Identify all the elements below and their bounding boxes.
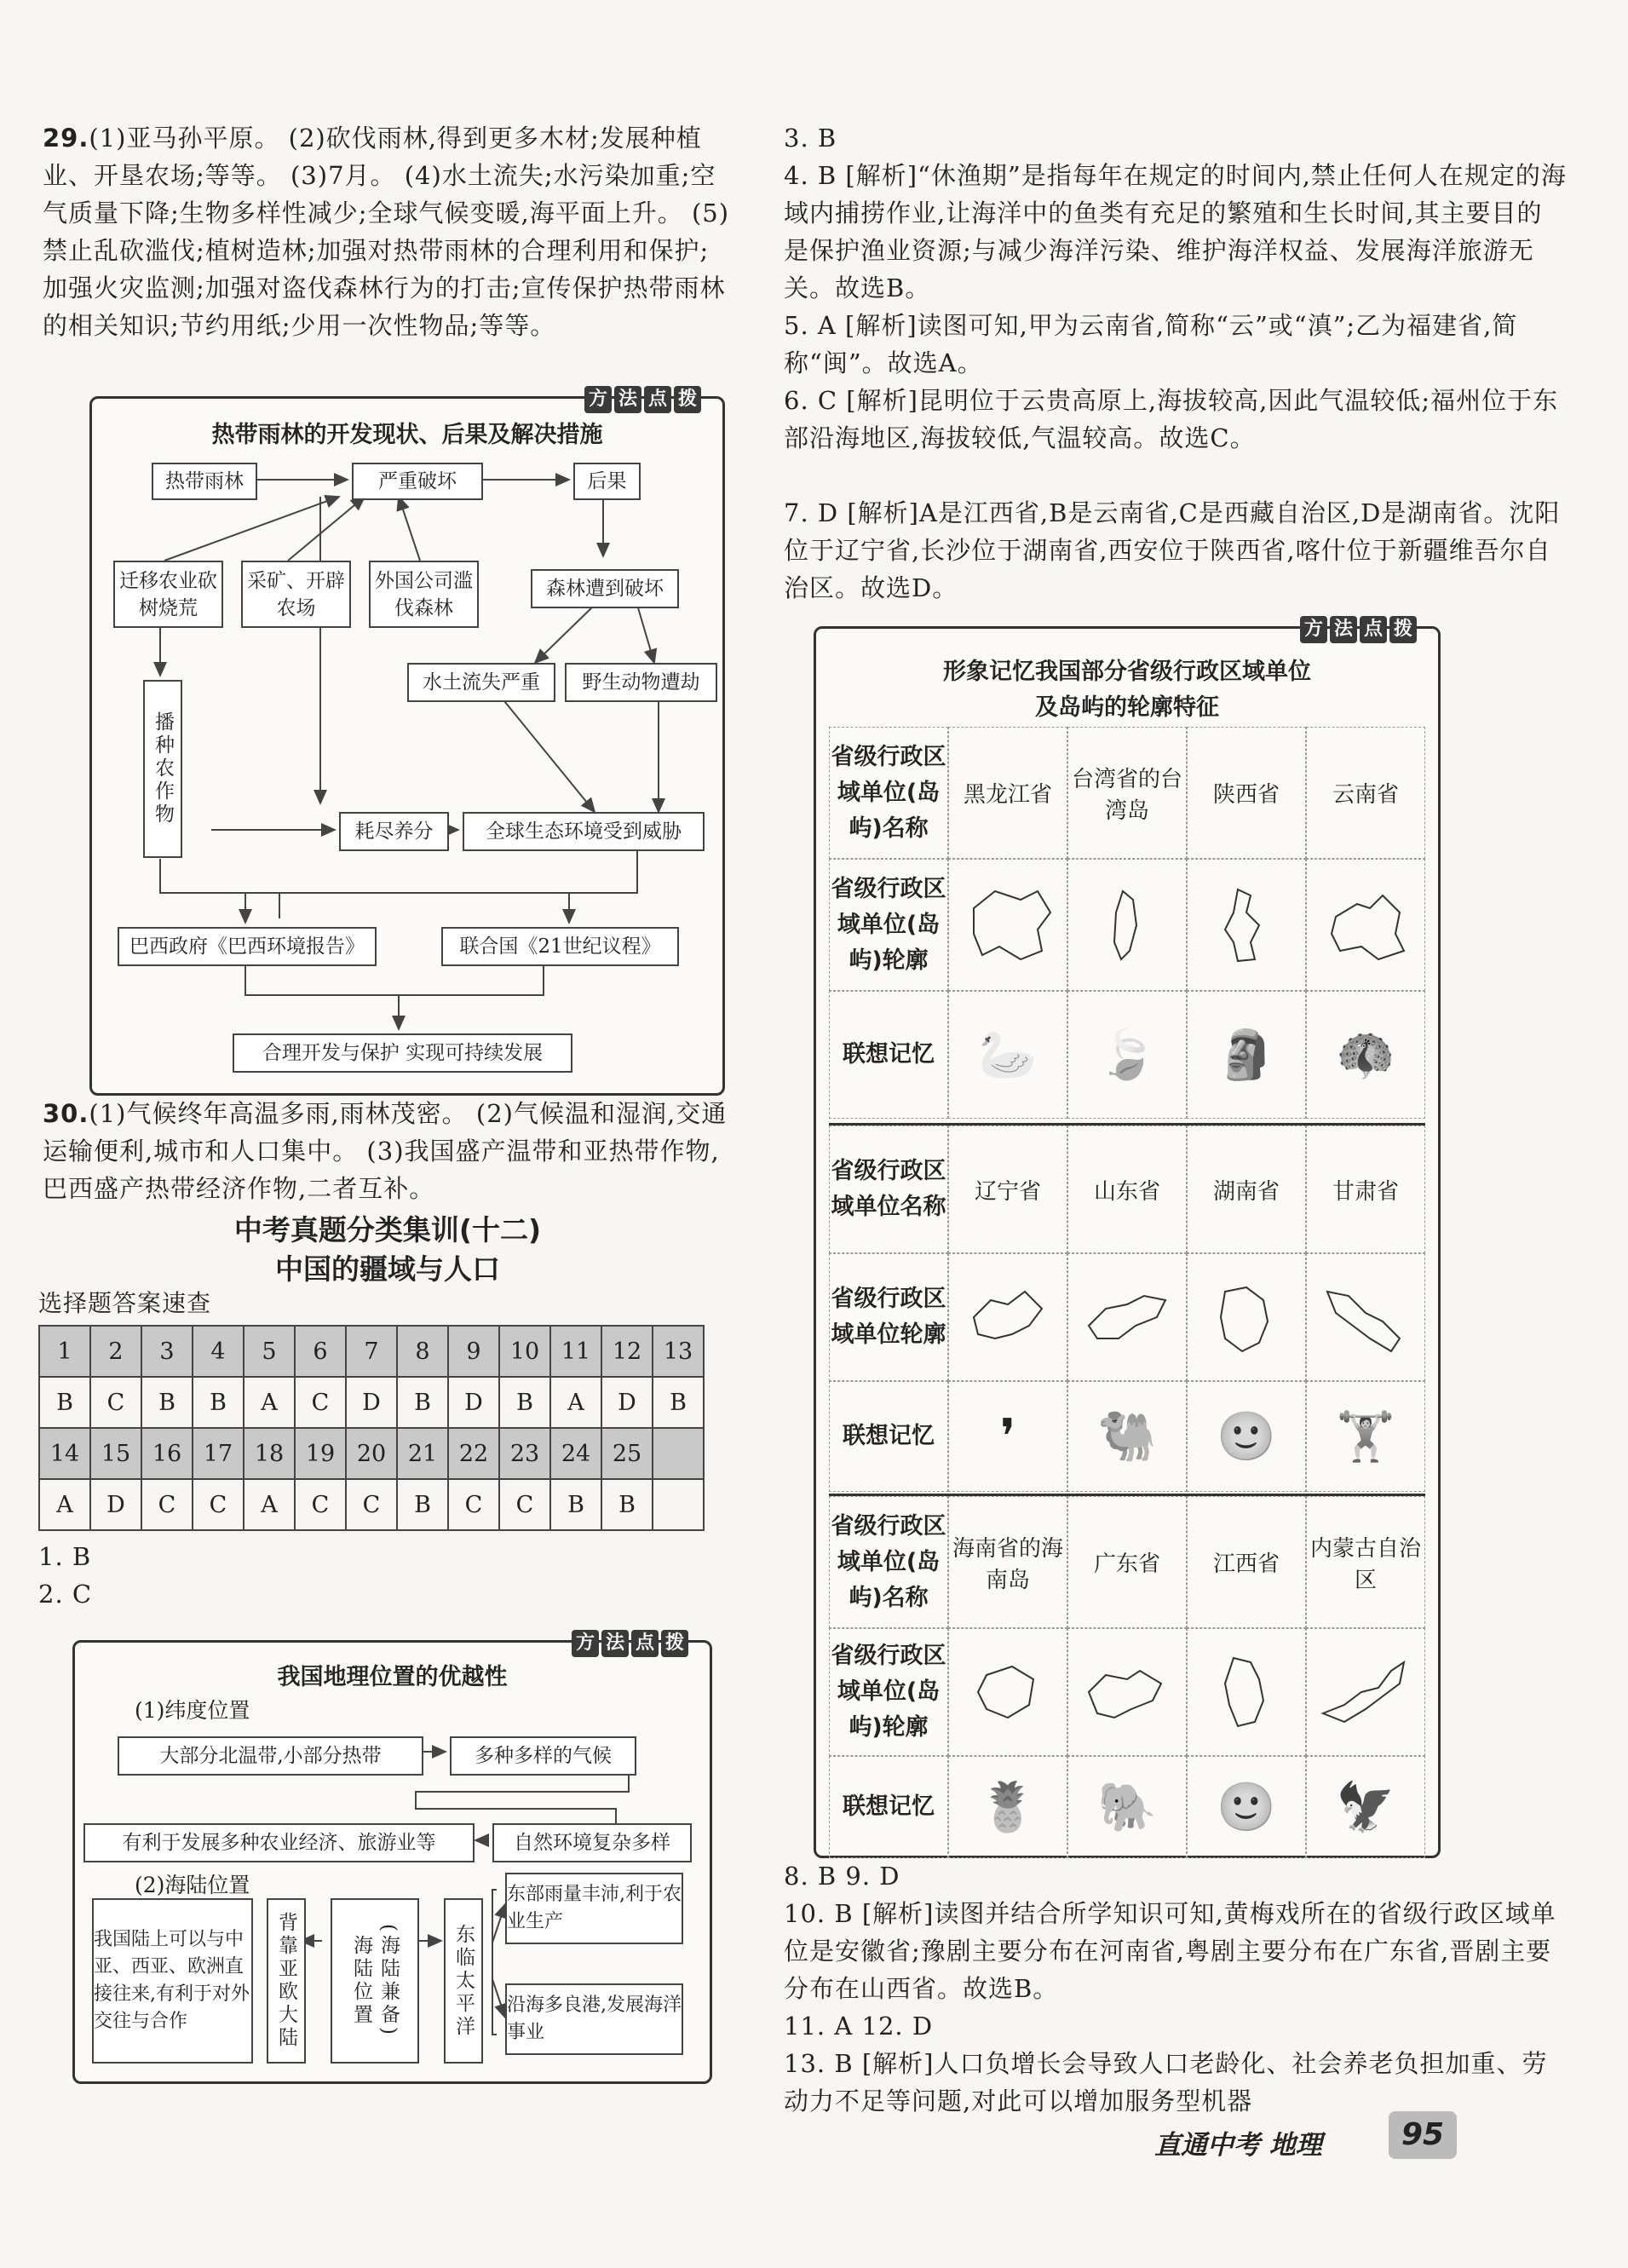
- answer-2: 2. C: [38, 1580, 93, 1609]
- answer-cell: 17: [193, 1428, 244, 1479]
- node-wildlife-loss: 野生动物遭劫: [565, 663, 717, 702]
- question-29-answer: (1)亚马孙平原。 (2)砍伐雨林,得到更多木材;发展种植业、开垦农场;等等。 (3)7月。 (4)水土流失;水污染加重;空气质量下降;生物多样性减少;全球气候变暖,海平面上升。 (5)禁止乱砍滥伐;植树造林;加强对热带雨林的合理利用和保护;加强火灾监测;加强对盗伐森林行为的打击;宣传保护热带雨林的相关知识;节约用纸;少用一次性物品;等等。: [43, 124, 730, 340]
- province-outline-icon: [1187, 1628, 1306, 1756]
- method-box-provinces: [814, 619, 1441, 1858]
- answer-cell: 25: [601, 1428, 653, 1479]
- node-complex-environment: 自然环境复杂多样: [492, 1823, 692, 1862]
- section-subtitle: 中国的疆域与人口: [275, 1252, 500, 1286]
- answer-cell: D: [90, 1479, 141, 1530]
- province-grid-1: [829, 727, 1425, 1119]
- province-outline-icon: [1067, 1253, 1187, 1381]
- memory-picture-icon: 🐘: [1067, 1756, 1187, 1858]
- answer-1: 1. B: [38, 1542, 92, 1571]
- location-box-title: 我国地理位置的优越性: [277, 1664, 508, 1690]
- province-outline-icon: [1187, 859, 1306, 991]
- answer-cell: C: [346, 1479, 397, 1530]
- answer-cell: 8: [397, 1326, 448, 1377]
- section-title: 中考真题分类集训(十二): [233, 1213, 542, 1246]
- province-name: 内蒙古自治区: [1306, 1496, 1425, 1628]
- node-brazil-report: 巴西政府《巴西环境报告》: [118, 927, 377, 966]
- province-outline-icon: [1187, 1253, 1306, 1381]
- answer-cell: 22: [448, 1428, 499, 1479]
- answer-cell: 14: [39, 1428, 90, 1479]
- memory-picture-icon: ❜: [948, 1381, 1067, 1492]
- answer-cell: 3: [141, 1326, 193, 1377]
- node-sea-land-position: [331, 1898, 419, 2064]
- answer-cell: A: [244, 1377, 295, 1428]
- header-name-cell: 省级行政区域单位(岛屿)名称: [829, 1496, 948, 1628]
- answer-cell: 13: [653, 1326, 704, 1377]
- province-outline-icon: [1067, 859, 1187, 991]
- latitude-heading: (1)纬度位置: [135, 1698, 250, 1723]
- answer-row-values-1: [39, 1377, 704, 1428]
- province-name: 山东省: [1067, 1125, 1187, 1253]
- province-name: 江西省: [1187, 1496, 1306, 1628]
- answer-cell: 6: [295, 1326, 346, 1377]
- answer-cell: 1: [39, 1326, 90, 1377]
- header-memory-cell: 联想记忆: [829, 1381, 948, 1492]
- answer-cell: B: [397, 1377, 448, 1428]
- memory-picture-icon: 🍍: [948, 1756, 1067, 1858]
- question-30-answer: (1)气候终年高温多雨,雨林茂密。 (2)气候温和湿润,交通运输便利,城市和人口集中。 (3)我国盛产温带和亚热带作物,巴西盛产热带经济作物,二者互补。: [43, 1099, 728, 1203]
- method-box-location: [72, 1632, 712, 2084]
- province-outline-icon: [1306, 1628, 1425, 1756]
- node-rainforest: 热带雨林: [152, 463, 257, 500]
- memory-picture-icon: 🦢: [948, 991, 1067, 1119]
- answer-cell: B: [141, 1377, 193, 1428]
- memory-picture-icon: 🐫: [1067, 1381, 1187, 1492]
- node-rainfall: 东部雨量丰沛,利于农业生产: [505, 1873, 683, 1944]
- node-temperate-zone: 大部分北温带,小部分热带: [118, 1736, 423, 1776]
- answer-7: 7. D [解析]A是江西省,B是云南省,C是西藏自治区,D是湖南省。沈阳位于辽宁省,长沙位于湖南省,西安位于陕西省,喀什位于新疆维吾尔自治区。故选D。: [784, 498, 1561, 602]
- header-name-cell: 省级行政区域单位名称: [829, 1125, 948, 1253]
- province-grid-2: [829, 1123, 1425, 1492]
- province-outline-icon: [948, 1253, 1067, 1381]
- answer-cell: 19: [295, 1428, 346, 1479]
- node-foreign-logging: 外国公司滥伐森林: [369, 561, 479, 628]
- question-30: [43, 1095, 733, 1207]
- answer-cell: C: [499, 1479, 550, 1530]
- node-back-eurasia: 背靠亚欧大陆: [267, 1898, 306, 2064]
- answer-cell: B: [39, 1377, 90, 1428]
- province-outline-icon: [1067, 1628, 1187, 1756]
- province-name: 甘肃省: [1306, 1125, 1425, 1253]
- page-number: 95: [1389, 2111, 1457, 2159]
- method-badge: 方 法 点 拨: [584, 386, 701, 413]
- answer-cell: D: [601, 1377, 653, 1428]
- node-agenda-21: 联合国《21世纪议程》: [441, 927, 679, 966]
- province-name: 云南省: [1306, 727, 1425, 859]
- question-29: [43, 119, 733, 344]
- question-29-number: 29.: [43, 124, 89, 153]
- question-30-number: 30.: [43, 1099, 89, 1128]
- answer-11-12: 11. A 12. D: [784, 2012, 934, 2041]
- header-name-cell: 省级行政区域单位(岛屿)名称: [829, 727, 948, 859]
- answer-cell: C: [193, 1479, 244, 1530]
- answer-cell: 9: [448, 1326, 499, 1377]
- answer-10: 10. B [解析]读图并结合所学知识可知,黄梅戏所在的省级行政区域单位是安徽省;豫剧主要分布在河南省,粤剧主要分布在广东省,晋剧主要分布在山西省。故选B。: [784, 1899, 1556, 2003]
- answer-5: 5. A [解析]读图可知,甲为云南省,简称“云”或“滇”;乙为福建省,简称“闽”。故选A。: [784, 311, 1518, 377]
- province-name: 海南省的海南岛: [948, 1496, 1067, 1628]
- answer-cell: B: [601, 1479, 653, 1530]
- answer-13: 13. B [解析]人口负增长会导致人口老龄化、社会养老负担加重、劳动力不足等问题,对此可以增加服务型机器: [784, 2049, 1548, 2115]
- provinces-title-1: 形象记忆我国部分省级行政区域单位: [943, 659, 1311, 685]
- answer-cell: 10: [499, 1326, 550, 1377]
- province-name: 广东省: [1067, 1496, 1187, 1628]
- province-name: 台湾省的台湾岛: [1067, 727, 1187, 859]
- node-consequence: 后果: [573, 463, 641, 500]
- answer-row-numbers-1: [39, 1326, 704, 1377]
- method-badge: 方 法 点 拨: [1300, 616, 1417, 643]
- node-land-exchange: 我国陆上可以与中亚、西亚、欧洲直接往来,有利于对外交往与合作: [92, 1898, 253, 2064]
- footer-book-title: 直通中考 地理: [1154, 2130, 1322, 2161]
- answer-table-caption: 选择题答案速查: [38, 1289, 212, 1317]
- answer-3: 3. B: [784, 124, 837, 153]
- node-mining-farming: 采矿、开辟农场: [241, 561, 351, 628]
- method-badge: 方 法 点 拨: [572, 1630, 688, 1657]
- method-box-rainforest: [89, 389, 725, 1096]
- header-memory-cell: 联想记忆: [829, 1756, 948, 1858]
- answer-cell: C: [295, 1479, 346, 1530]
- node-shifting-agriculture: 迁移农业砍树烧荒: [113, 561, 223, 628]
- node-sea-land-note: (海陆兼备): [377, 1924, 400, 2038]
- answer-cell: C: [141, 1479, 193, 1530]
- memory-picture-icon: 🦚: [1306, 991, 1425, 1119]
- answer-cell: 7: [346, 1326, 397, 1377]
- answer-cell: B: [653, 1377, 704, 1428]
- node-forest-destroyed: 森林遭到破坏: [531, 569, 679, 608]
- answer-cell: 21: [397, 1428, 448, 1479]
- memory-picture-icon: 🙂: [1187, 1756, 1306, 1858]
- node-sustainable: 合理开发与保护 实现可持续发展: [233, 1033, 572, 1073]
- node-benefit-agriculture: 有利于发展多种农业经济、旅游业等: [83, 1823, 475, 1862]
- header-shape-cell: 省级行政区域单位(岛屿)轮廓: [829, 859, 948, 991]
- node-soil-erosion: 水土流失严重: [407, 663, 555, 702]
- province-grid-3: [829, 1494, 1425, 1858]
- answer-cell: C: [90, 1377, 141, 1428]
- memory-picture-icon: 🦅: [1306, 1756, 1425, 1858]
- answer-cell: 12: [601, 1326, 653, 1377]
- answer-cell: A: [244, 1479, 295, 1530]
- answer-cell: C: [448, 1479, 499, 1530]
- node-global-threat: 全球生态环境受到威胁: [463, 812, 705, 851]
- answer-cell: [653, 1428, 704, 1479]
- memory-picture-icon: 🏋: [1306, 1381, 1425, 1492]
- answer-cell: 18: [244, 1428, 295, 1479]
- answer-4: 4. B [解析]“休渔期”是指每年在规定的时间内,禁止任何人在规定的海域内捕捞作业,让海洋中的鱼类有充足的繁殖和生长时间,其主要目的是保护渔业资源;与减少海洋污染、维护海洋权益、发展海洋旅游无关。故选B。: [784, 161, 1567, 302]
- answer-cell: D: [448, 1377, 499, 1428]
- answer-6: 6. C [解析]昆明位于云贵高原上,海拔较高,因此气温较低;福州位于东部沿海地区,海拔较低,气温较高。故选C。: [784, 386, 1559, 452]
- answer-cell: C: [295, 1377, 346, 1428]
- header-shape-cell: 省级行政区域单位(岛屿)轮廓: [829, 1628, 948, 1756]
- answer-cell: 4: [193, 1326, 244, 1377]
- node-crops: 播种农作物: [143, 680, 182, 858]
- province-outline-icon: [948, 1628, 1067, 1756]
- answer-cell: 2: [90, 1326, 141, 1377]
- answer-row-values-2: [39, 1479, 704, 1530]
- answer-table: [38, 1325, 705, 1531]
- province-name: 陕西省: [1187, 727, 1306, 859]
- answer-cell: A: [39, 1479, 90, 1530]
- answer-cell: 11: [550, 1326, 601, 1377]
- header-shape-cell: 省级行政区域单位轮廓: [829, 1253, 948, 1381]
- answer-cell: 15: [90, 1428, 141, 1479]
- answer-cell: B: [193, 1377, 244, 1428]
- province-outline-icon: [948, 859, 1067, 991]
- province-outline-icon: [1306, 1253, 1425, 1381]
- memory-picture-icon: 🗿: [1187, 991, 1306, 1119]
- node-sea-land-label: 海陆位置: [350, 1935, 372, 2027]
- provinces-title-2: 及岛屿的轮廓特征: [1035, 694, 1219, 721]
- answer-cell: 20: [346, 1428, 397, 1479]
- answer-cell: 24: [550, 1428, 601, 1479]
- answer-cell: [653, 1479, 704, 1530]
- answer-8-9: 8. B 9. D: [784, 1862, 900, 1891]
- answer-cell: D: [346, 1377, 397, 1428]
- answer-cell: B: [499, 1377, 550, 1428]
- node-east-pacific: 东临太平洋: [444, 1898, 483, 2064]
- rainforest-arrows: [92, 399, 722, 1093]
- node-nutrient-exhaustion: 耗尽养分: [339, 812, 449, 851]
- answer-cell: 23: [499, 1428, 550, 1479]
- sea-land-heading: (2)海陆位置: [135, 1873, 250, 1897]
- province-name: 湖南省: [1187, 1125, 1306, 1253]
- province-name: 辽宁省: [948, 1125, 1067, 1253]
- answer-cell: B: [550, 1479, 601, 1530]
- node-harbours: 沿海多良港,发展海洋事业: [505, 1983, 683, 2055]
- header-memory-cell: 联想记忆: [829, 991, 948, 1119]
- answer-cell: 5: [244, 1326, 295, 1377]
- province-name: 黑龙江省: [948, 727, 1067, 859]
- answer-cell: B: [397, 1479, 448, 1530]
- node-diverse-climate: 多种多样的气候: [450, 1736, 636, 1776]
- answer-cell: A: [550, 1377, 601, 1428]
- province-outline-icon: [1306, 859, 1425, 991]
- answer-cell: 16: [141, 1428, 193, 1479]
- rainforest-box-title: 热带雨林的开发现状、后果及解决措施: [211, 422, 603, 448]
- answer-row-numbers-2: [39, 1428, 704, 1479]
- memory-picture-icon: 🙂: [1187, 1381, 1306, 1492]
- memory-picture-icon: 🍃: [1067, 991, 1187, 1119]
- node-severe-damage: 严重破坏: [352, 463, 483, 500]
